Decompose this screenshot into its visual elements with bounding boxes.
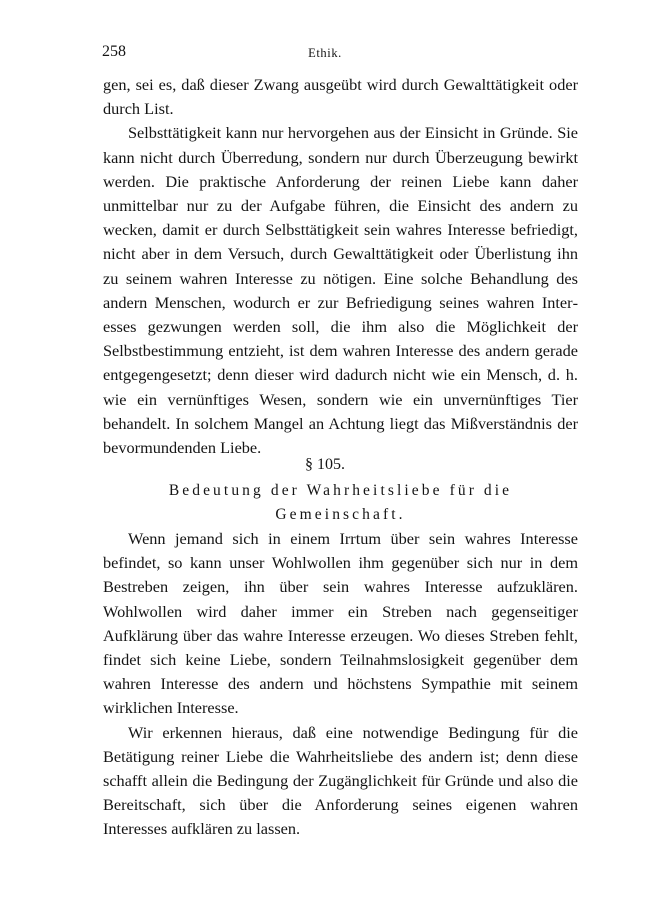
body-text-bottom <box>103 527 578 842</box>
section-number: § 105. <box>305 456 345 473</box>
paragraph: gen, sei es, daß dieser Zwang ausgeübt wird durch Gewalttätigkeit oder durch List. <box>103 75 578 119</box>
paragraph: Wenn jemand sich in einem Irrtum über sein wahres Interesse befindet, so kann unser Wohlwollen ihm gegenüber sich nur in dem Bestreben zeigen, ihn über sein wahres Interesse aufzuklären. Wohlwollen wird daher immer ein Streben nach gegenseitiger Aufklärung über das wahre Interesse erzeugen. Wo dieses Streben fehlt, findet sich keine Liebe, sondern Teilnahmslosigkeit gegenüber dem wahren Interesse des andern und höchstens Sympathie mit seinem wirklichen Interesse. <box>103 529 578 718</box>
page-number: 258 <box>102 43 126 60</box>
paragraph: Selbsttätigkeit kann nur hervorgehen aus der Einsicht in Gründe. Sie kann nicht durch Überredung, sondern nur durch Überzeugung bewirkt werden. Die praktische Anforderung der reinen Liebe kann daher unmittelbar nur zu der Aufgabe führen, die Einsicht des andern zu wecken, damit er durch Selbsttätigkeit sein wahres Interesse befriedigt, nicht aber in dem Versuch, durch Gewalttätigkeit oder Überlistung ihn zu seinem wahren Interesse zu nötigen. Eine solche Behandlung des andern Menschen, wodurch er zur Befriedigung seines wahren Interesses gezwungen werden soll, die ihm also die Möglichkeit der Selbstbestimmung entzieht, ist dem wahren Interesse des andern gerade entgegengesetzt; denn dieser wird dadurch nicht wie ein Mensch, d. h. wie ein vernünftiges Wesen, sondern wie ein unvernünftiges Tier behandelt. In solchem Mangel an Achtung liegt das Mißverständnis der bevormundenden Liebe. <box>103 123 578 458</box>
body-text-top <box>103 73 578 460</box>
paragraph: Wir erkennen hieraus, daß eine notwendige Bedingung für die Betätigung reiner Liebe die Wahrheitsliebe des andern ist; denn diese schafft allein die Bedingung der Zugänglichkeit für Gründe und also die Bereitschaft, sich über die Anforderung seines eigenen wahren Interesses aufklären zu lassen. <box>103 722 578 839</box>
running-head: Ethik. <box>308 46 342 60</box>
section-title: Bedeutung der Wahrheitsliebe für die Gemeinschaft. <box>168 482 513 523</box>
